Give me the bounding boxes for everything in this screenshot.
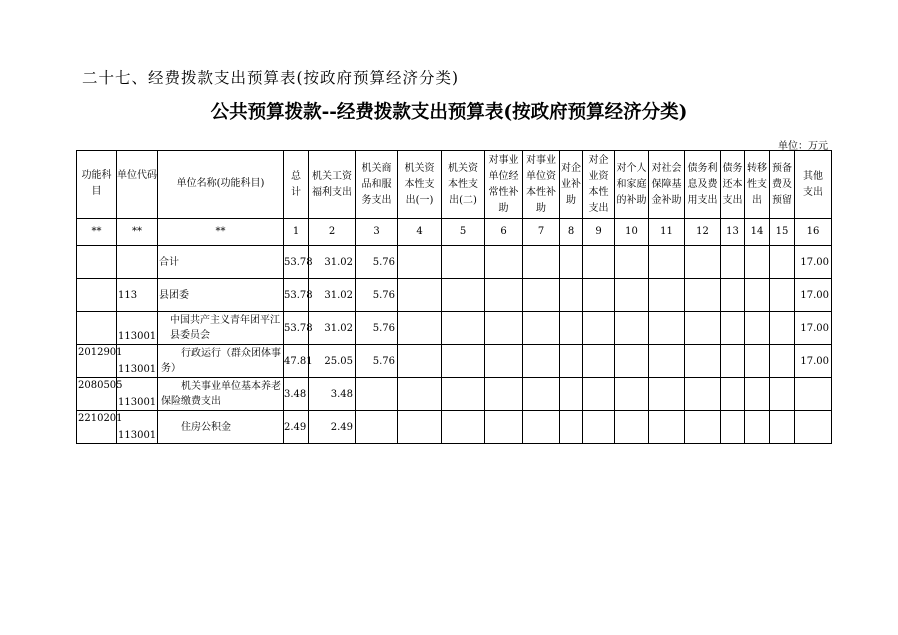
goods-cell: 5.76 (356, 312, 398, 345)
unit-label: 单位：万元 (778, 141, 828, 152)
table-row (77, 411, 832, 444)
header-social: 对社会保障基金补助 (649, 151, 685, 219)
unit-code-cell: 113001 (117, 345, 158, 378)
header-wage: 机关工资福利支出 (309, 151, 356, 219)
header-transfer: 转移性支出 (745, 151, 770, 219)
header-debt-interest: 债务利息及费用支出 (685, 151, 721, 219)
index-row (77, 219, 832, 246)
unit-name-cell: 住房公积金 (158, 411, 284, 444)
unit-code-cell: 113001 (117, 378, 158, 411)
table-row (77, 312, 832, 345)
unit-code-cell: 113001 (117, 312, 158, 345)
index-cell: ** (117, 219, 158, 246)
unit-name-cell: 行政运行（群众团体事务） (158, 345, 284, 378)
index-cell: 15 (770, 219, 795, 246)
wage-cell: 31.02 (309, 279, 356, 312)
unit-name-cell: 中国共产主义青年团平江县委员会 (158, 312, 284, 345)
header-other: 其他支出 (795, 151, 832, 219)
unit-code-cell: 113001 (117, 411, 158, 444)
other-cell: 17.00 (795, 279, 832, 312)
other-cell: 17.00 (795, 312, 832, 345)
header-func: 功能科目 (77, 151, 117, 219)
index-cell: 11 (649, 219, 685, 246)
total-cell: 2.49 (284, 411, 309, 444)
index-cell: 6 (485, 219, 523, 246)
index-cell: 16 (795, 219, 832, 246)
unit-code-cell: 113 (117, 279, 158, 312)
total-cell: 53.78 (284, 312, 309, 345)
header-ent-capital: 对企业资本性支出 (583, 151, 615, 219)
header-debt-principal: 债务还本支出 (721, 151, 745, 219)
wage-cell: 3.48 (309, 378, 356, 411)
func-code-cell: 2210201 (77, 411, 117, 444)
func-code-cell: 2080505 (77, 378, 117, 411)
index-cell: 8 (560, 219, 583, 246)
header-personal: 对个人和家庭的补助 (615, 151, 649, 219)
other-cell: 17.00 (795, 345, 832, 378)
total-cell: 53.78 (284, 246, 309, 279)
table-row (77, 378, 832, 411)
goods-cell: 5.76 (356, 345, 398, 378)
unit-code-cell (117, 246, 158, 279)
wage-cell: 2.49 (309, 411, 356, 444)
func-code-cell (77, 312, 117, 345)
index-cell: 3 (356, 219, 398, 246)
table-row (77, 279, 832, 312)
header-row (77, 151, 832, 219)
index-cell: 14 (745, 219, 770, 246)
index-cell: 7 (523, 219, 560, 246)
header-inst-subsidy: 对事业单位经常性补助 (485, 151, 523, 219)
index-cell: 1 (284, 219, 309, 246)
goods-cell: 5.76 (356, 279, 398, 312)
header-reserve: 预备费及预留 (770, 151, 795, 219)
wage-cell: 25.05 (309, 345, 356, 378)
header-total: 总计 (284, 151, 309, 219)
goods-cell (356, 411, 398, 444)
index-cell: 5 (442, 219, 485, 246)
total-cell: 53.78 (284, 279, 309, 312)
index-cell: 10 (615, 219, 649, 246)
index-cell: ** (158, 219, 284, 246)
wage-cell: 31.02 (309, 246, 356, 279)
budget-table (76, 150, 832, 444)
total-cell: 47.81 (284, 345, 309, 378)
other-cell (795, 411, 832, 444)
wage-cell: 31.02 (309, 312, 356, 345)
func-code-cell: 2012901 (77, 345, 117, 378)
index-cell: 9 (583, 219, 615, 246)
goods-cell: 5.76 (356, 246, 398, 279)
header-inst-capital: 对事业单位资本性补助 (523, 151, 560, 219)
index-cell: 4 (398, 219, 442, 246)
unit-name-cell: 机关事业单位基本养老保险缴费支出 (158, 378, 284, 411)
unit-name-cell: 合计 (158, 246, 284, 279)
func-code-cell (77, 246, 117, 279)
header-name: 单位名称(功能科目) (158, 151, 284, 219)
header-capital-2: 机关资本性支出(二) (442, 151, 485, 219)
other-cell: 17.00 (795, 246, 832, 279)
header-ent-subsidy: 对企业补助 (560, 151, 583, 219)
func-code-cell (77, 279, 117, 312)
table-row (77, 345, 832, 378)
index-cell: 2 (309, 219, 356, 246)
table-row (77, 246, 832, 279)
header-goods: 机关商品和服务支出 (356, 151, 398, 219)
goods-cell (356, 378, 398, 411)
index-cell: ** (77, 219, 117, 246)
header-code: 单位代码 (117, 151, 158, 219)
total-cell: 3.48 (284, 378, 309, 411)
index-cell: 13 (721, 219, 745, 246)
section-title: 二十七、经费拨款支出预算表(按政府预算经济分类) (82, 69, 460, 87)
index-cell: 12 (685, 219, 721, 246)
header-capital-1: 机关资本性支出(一) (398, 151, 442, 219)
unit-name-cell: 县团委 (158, 279, 284, 312)
other-cell (795, 378, 832, 411)
page-title: 公共预算拨款--经费拨款支出预算表(按政府预算经济分类) (210, 102, 688, 123)
